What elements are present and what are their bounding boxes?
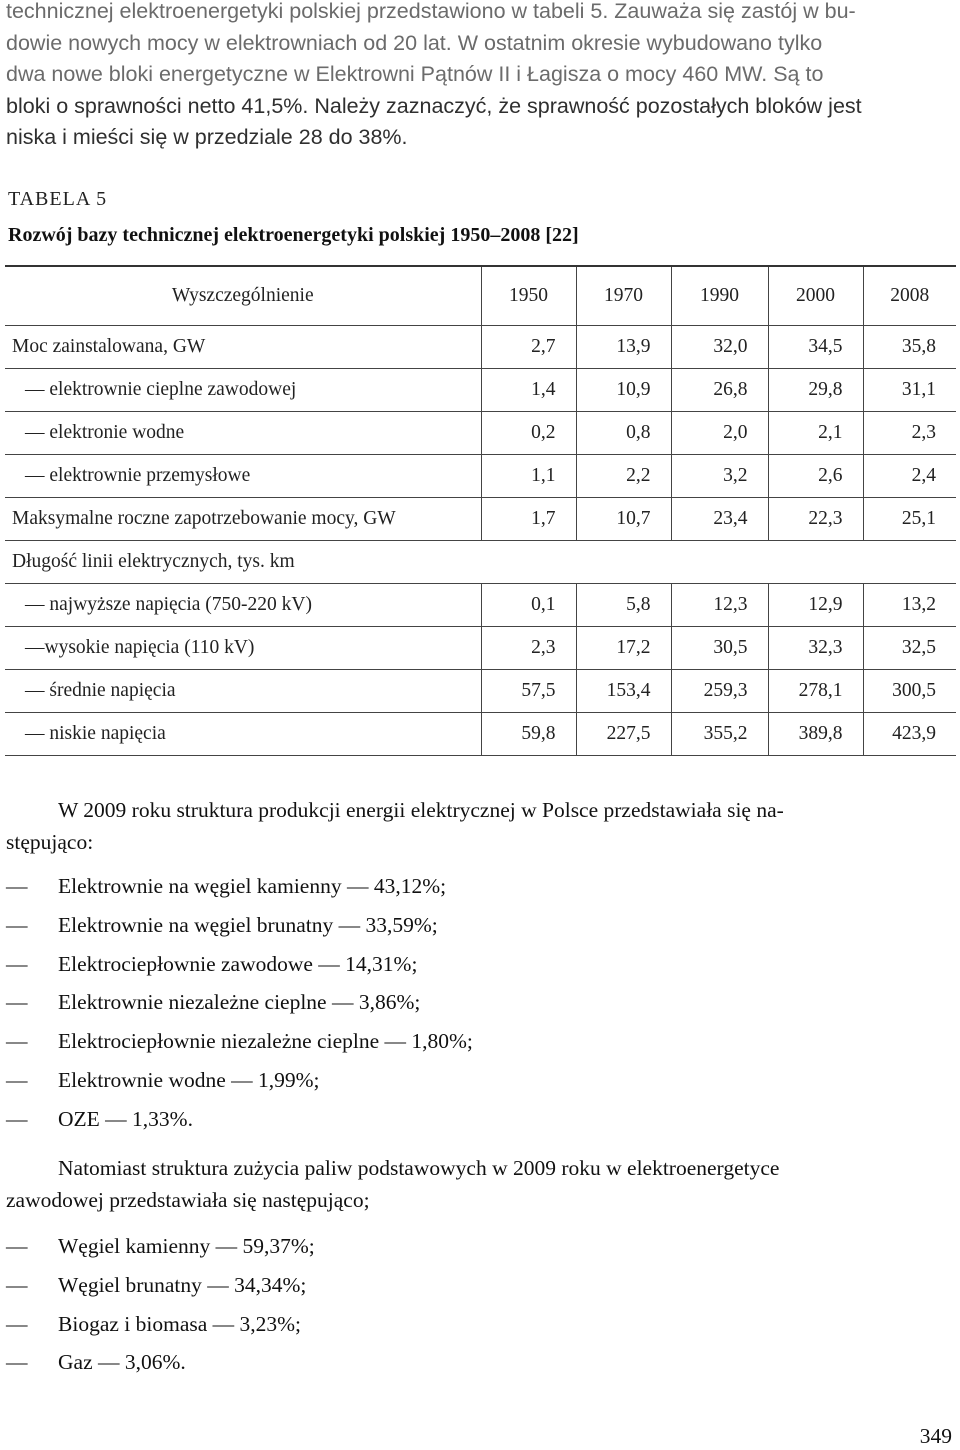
dash-marker: — bbox=[6, 1067, 28, 1092]
table-cell: 259,3 bbox=[671, 670, 768, 713]
paragraph-line: Natomiast struktura zużycia paliw podstawowych w 2009 roku w elektroenergetyce bbox=[58, 1156, 780, 1180]
intro-line: niska i mieści się w przedziale 28 do 38%. bbox=[6, 125, 408, 149]
table-cell: 2,4 bbox=[863, 455, 956, 498]
table-cell: 10,9 bbox=[576, 369, 671, 412]
list-item bbox=[6, 983, 473, 1022]
list-item-text: Biogaz i biomasa — 3,23%; bbox=[58, 1311, 302, 1336]
table-cell: 34,5 bbox=[768, 326, 863, 369]
table-row bbox=[5, 369, 956, 412]
table-cell: 2,6 bbox=[768, 455, 863, 498]
table-cell: 30,5 bbox=[671, 627, 768, 670]
table-cell: 2,3 bbox=[481, 627, 576, 670]
table-row bbox=[5, 627, 956, 670]
list-item bbox=[6, 867, 473, 906]
paragraph-line: zawodowej przedstawiała się następująco; bbox=[6, 1188, 370, 1212]
list-item-text: Elektrociepłownie niezależne cieplne — 1,80%; bbox=[58, 1029, 473, 1054]
dash-marker: — bbox=[6, 1106, 28, 1131]
dash-marker: — bbox=[6, 1311, 28, 1336]
dash-marker: — bbox=[6, 990, 28, 1015]
table-cell: 13,2 bbox=[863, 584, 956, 627]
paragraph-production bbox=[6, 794, 956, 858]
row-label: Długość linii elektrycznych, tys. km bbox=[5, 541, 956, 584]
table-cell: 423,9 bbox=[863, 713, 956, 756]
table-cell: 355,2 bbox=[671, 713, 768, 756]
intro-line: dwa nowe bloki energetyczne w Elektrowni Pątnów II i Łagisza o mocy 460 MW. Są to bbox=[6, 62, 824, 86]
table-row bbox=[5, 713, 956, 756]
table-row bbox=[5, 326, 956, 369]
row-label: — elektronie wodne bbox=[5, 412, 481, 455]
table-cell: 31,1 bbox=[863, 369, 956, 412]
table-label: TABELA 5 bbox=[8, 188, 108, 210]
data-table bbox=[5, 265, 956, 756]
table-cell: 0,2 bbox=[481, 412, 576, 455]
intro-line: technicznej elektroenergetyki polskiej przedstawiono w tabeli 5. Zauważa się zastój w bu- bbox=[6, 0, 856, 23]
table-cell: 26,8 bbox=[671, 369, 768, 412]
table-cell: 17,2 bbox=[576, 627, 671, 670]
dash-marker: — bbox=[6, 1029, 28, 1054]
table-row bbox=[5, 498, 956, 541]
intro-line: dowie nowych mocy w elektrowniach od 20 lat. W ostatnim okresie wybudowano tylko bbox=[6, 30, 823, 55]
table-row bbox=[5, 670, 956, 713]
table-cell: 12,3 bbox=[671, 584, 768, 627]
header-cell: 1950 bbox=[481, 266, 576, 326]
row-label: Maksymalne roczne zapotrzebowanie mocy, GW bbox=[5, 498, 481, 541]
table-cell: 2,3 bbox=[863, 412, 956, 455]
row-label: — niskie napięcia bbox=[5, 713, 481, 756]
paragraph-fuel bbox=[6, 1152, 956, 1216]
table-cell: 25,1 bbox=[863, 498, 956, 541]
intro-paragraph bbox=[6, 0, 956, 154]
dash-marker: — bbox=[6, 951, 28, 976]
table-cell: 1,1 bbox=[481, 455, 576, 498]
table-cell: 32,0 bbox=[671, 326, 768, 369]
dash-marker: — bbox=[6, 1272, 28, 1297]
paragraph-line: W 2009 roku struktura produkcji energii elektrycznej w Polsce przedstawiała się na- bbox=[58, 798, 784, 822]
list-item-text: Elektrownie na węgiel brunatny — 33,59%; bbox=[58, 912, 438, 937]
list-item bbox=[6, 1305, 315, 1344]
list-item-text: Gaz — 3,06%. bbox=[58, 1350, 186, 1375]
table-cell: 13,9 bbox=[576, 326, 671, 369]
production-structure-list bbox=[6, 867, 473, 1139]
table-cell: 1,7 bbox=[481, 498, 576, 541]
table-cell: 5,8 bbox=[576, 584, 671, 627]
table-cell: 23,4 bbox=[671, 498, 768, 541]
row-label: — najwyższe napięcia (750-220 kV) bbox=[5, 584, 481, 627]
table-cell: 29,8 bbox=[768, 369, 863, 412]
table-row bbox=[5, 455, 956, 498]
dash-marker: — bbox=[6, 1234, 28, 1258]
list-item bbox=[6, 906, 473, 945]
list-item bbox=[6, 1022, 473, 1061]
row-label: — elektrownie cieplne zawodowej bbox=[5, 369, 481, 412]
table-cell: 2,7 bbox=[481, 326, 576, 369]
list-item bbox=[6, 945, 473, 984]
table-cell: 300,5 bbox=[863, 670, 956, 713]
list-item bbox=[6, 1061, 473, 1100]
list-item-text: Elektrownie niezależne cieplne — 3,86%; bbox=[58, 990, 421, 1015]
table-title: Rozwój bazy technicznej elektroenergetyki polskiej 1950–2008 [22] bbox=[8, 224, 579, 246]
table-cell: 389,8 bbox=[768, 713, 863, 756]
table-cell: 32,3 bbox=[768, 627, 863, 670]
list-item bbox=[6, 1227, 315, 1266]
table-cell: 0,1 bbox=[481, 584, 576, 627]
list-item bbox=[6, 1266, 315, 1305]
table-header-row bbox=[5, 266, 956, 326]
table-cell: 32,5 bbox=[863, 627, 956, 670]
row-label: — elektrownie przemysłowe bbox=[5, 455, 481, 498]
list-item-text: Węgiel brunatny — 34,34%; bbox=[58, 1272, 307, 1297]
row-label: — średnie napięcia bbox=[5, 670, 481, 713]
table-cell: 153,4 bbox=[576, 670, 671, 713]
table-cell: 3,2 bbox=[671, 455, 768, 498]
table-cell: 59,8 bbox=[481, 713, 576, 756]
intro-line: bloki o sprawności netto 41,5%. Należy zaznaczyć, że sprawność pozostałych bloków jest bbox=[6, 93, 862, 118]
table-cell: 227,5 bbox=[576, 713, 671, 756]
table-cell: 57,5 bbox=[481, 670, 576, 713]
dash-marker: — bbox=[6, 874, 28, 898]
list-item bbox=[6, 1100, 473, 1139]
table-cell: 2,1 bbox=[768, 412, 863, 455]
header-cell: 2008 bbox=[863, 266, 956, 326]
list-item-text: OZE — 1,33%. bbox=[58, 1106, 193, 1131]
table-cell: 2,0 bbox=[671, 412, 768, 455]
header-cell: Wyszczególnienie bbox=[5, 266, 481, 326]
header-cell: 2000 bbox=[768, 266, 863, 326]
dash-marker: — bbox=[6, 1350, 28, 1375]
table-row bbox=[5, 584, 956, 627]
list-item bbox=[6, 1343, 315, 1382]
header-cell: 1970 bbox=[576, 266, 671, 326]
list-item-text: Elektrownie na węgiel kamienny — 43,12%; bbox=[58, 874, 447, 898]
page-number: 349 bbox=[919, 1424, 952, 1448]
table-group-row bbox=[5, 541, 956, 584]
header-cell: 1990 bbox=[671, 266, 768, 326]
table-row bbox=[5, 412, 956, 455]
fuel-structure-list bbox=[6, 1227, 315, 1382]
row-label: Moc zainstalowana, GW bbox=[5, 326, 481, 369]
table-cell: 0,8 bbox=[576, 412, 671, 455]
table-cell: 10,7 bbox=[576, 498, 671, 541]
dash-marker: — bbox=[6, 912, 28, 937]
table-cell: 35,8 bbox=[863, 326, 956, 369]
table-cell: 278,1 bbox=[768, 670, 863, 713]
list-item-text: Elektrownie wodne — 1,99%; bbox=[58, 1067, 320, 1092]
table-cell: 12,9 bbox=[768, 584, 863, 627]
row-label: —wysokie napięcia (110 kV) bbox=[5, 627, 481, 670]
table-cell: 2,2 bbox=[576, 455, 671, 498]
list-item-text: Elektrociepłownie zawodowe — 14,31%; bbox=[58, 951, 418, 976]
table-cell: 22,3 bbox=[768, 498, 863, 541]
paragraph-line: stępująco: bbox=[6, 830, 94, 854]
list-item-text: Węgiel kamienny — 59,37%; bbox=[58, 1234, 315, 1258]
table-cell: 1,4 bbox=[481, 369, 576, 412]
